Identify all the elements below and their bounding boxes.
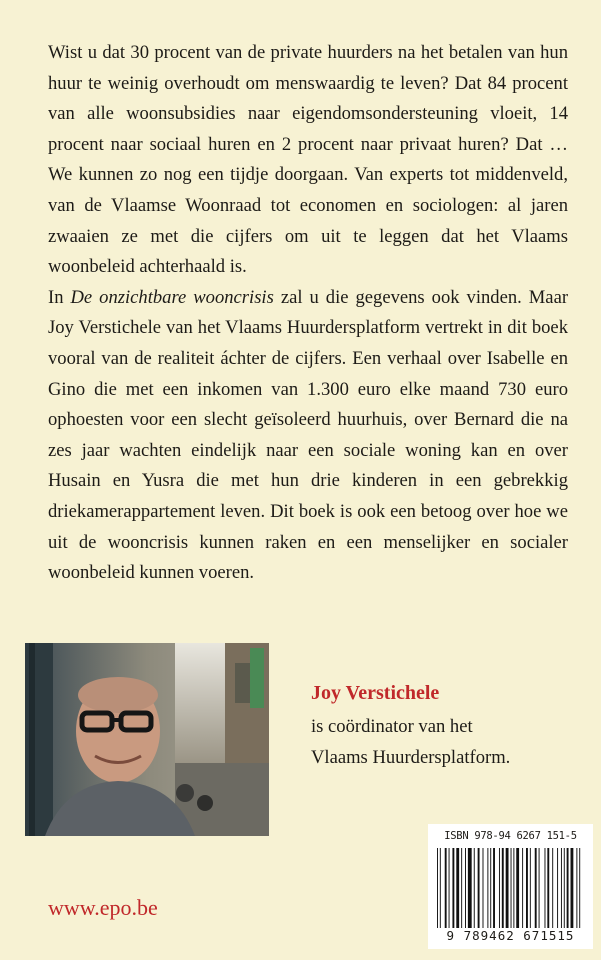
blurb-p2-rest: zal u die gegevens ook vinden. Maar Joy Verstichele van het Vlaams Huurdersplatform vertrekt in dit boek vooral van de realiteit áchter de cijfers. Een verhaal over Isabelle en Gino die met een inkomen van 1.300 euro elke maand 730 euro ophoesten voor een slecht geïsoleerd huurhuis, over Bernard die na zes jaar wachten eindelijk naar een sociale woning kan en over Husain en Yusra die met hun drie kinderen in een gebrekkig driekamerappartement leven. Dit boek is ook een betoog over hoe we uit de wooncrisis kunnen raken en een menselijker en socialer woonbeleid kunnen voeren. bbox=[48, 286, 569, 584]
author-photo bbox=[25, 643, 269, 836]
book-title: De onzichtbare wooncrisis bbox=[70, 286, 274, 308]
isbn-barcode bbox=[428, 824, 593, 949]
back-cover-blurb bbox=[48, 38, 568, 589]
author-role-line-1: is coördinator van het bbox=[311, 716, 473, 737]
author-bio bbox=[311, 679, 591, 773]
author-name: Joy Verstichele bbox=[311, 682, 440, 704]
blurb-p2-intro: In bbox=[48, 286, 71, 308]
blurb-paragraph-1: Wist u dat 30 procent van de private huurders na het betalen van hun huur te weinig overhoudt om menswaardig te leven? Dat 84 procent van alle woonsubsidies naar eigendomsondersteuning vloeit, 14 procent naar sociaal huren en 2 procent naar privaat huren? Dat … We kunnen zo nog een tijdje doorgaan. Van experts tot middenveld, van de Vlaamse Woonraad tot economen en sociologen: al jaren zwaaien ze met die cijfers om uit te leggen dat het Vlaams woonbeleid achterhaald is. bbox=[48, 42, 568, 278]
ean-number: 9 789462 671515 bbox=[446, 928, 575, 943]
author-role-line-2: Vlaams Huurdersplatform. bbox=[311, 747, 511, 768]
publisher-website[interactable]: www.epo.be bbox=[48, 895, 158, 920]
blurb-paragraph-2 bbox=[48, 283, 568, 589]
barcode-bars bbox=[437, 848, 584, 934]
isbn-label: ISBN 978-94 6267 151-5 bbox=[444, 830, 577, 842]
